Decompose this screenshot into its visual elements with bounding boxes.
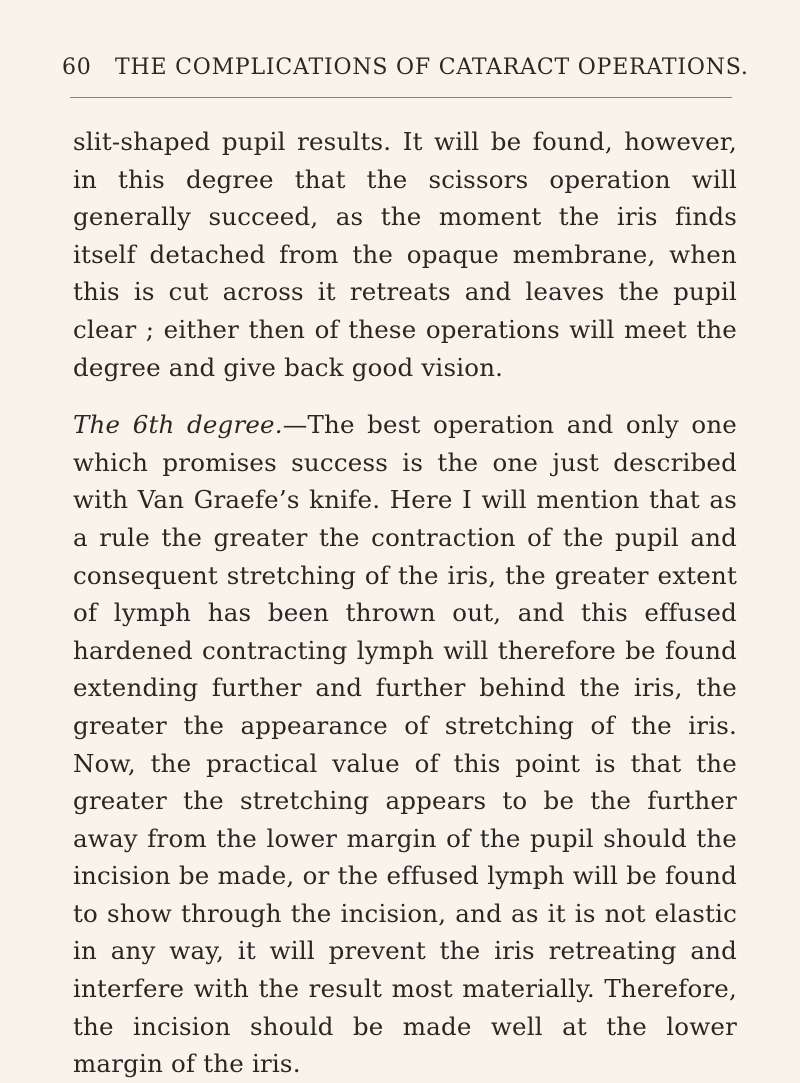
header-title: THE COMPLICATIONS OF CATARACT OPERATIONS.: [115, 55, 749, 80]
paragraph-1: slit-shaped pupil results. It will be found, however, in this degree that the scissors operation will generally succeed, as the moment the iris finds itself detached from the opaque membrane, when this is cut across it retreats and leaves the pupil clear ; either then of these operations will meet the degree and give back good vision.: [73, 127, 737, 382]
page-number: 60: [62, 55, 92, 80]
header-spacer: [99, 55, 107, 80]
running-header: [62, 55, 749, 80]
paragraph-2: [73, 406, 737, 1083]
page-body: [73, 123, 737, 1083]
paragraph-2-text: The best operation and only one which promises success is the one just described with Van Graefe’s knife. Here I will mention that as a rule the greater the contraction of the pupil and consequent stretching of the iris, the greater extent of lymph has been thrown out, and this effused hardened contracting lymph will therefore be found extending further and further behind the iris, the greater the appearance of stretching of the iris. Now, the practical value of this point is that the greater the stretching appears to be the further away from the lower margin of the pupil should the incision be made, or the effused lymph will be found to show through the incision, and as it is not elastic in any way, it will prevent the iris retreating and interfere with the result most materially. Therefore, the incision should be made well at the lower margin of the iris.: [73, 410, 737, 1079]
section-lead: The 6th degree.: [73, 410, 283, 440]
section-dash: —: [282, 410, 308, 440]
header-rule: [70, 97, 732, 98]
